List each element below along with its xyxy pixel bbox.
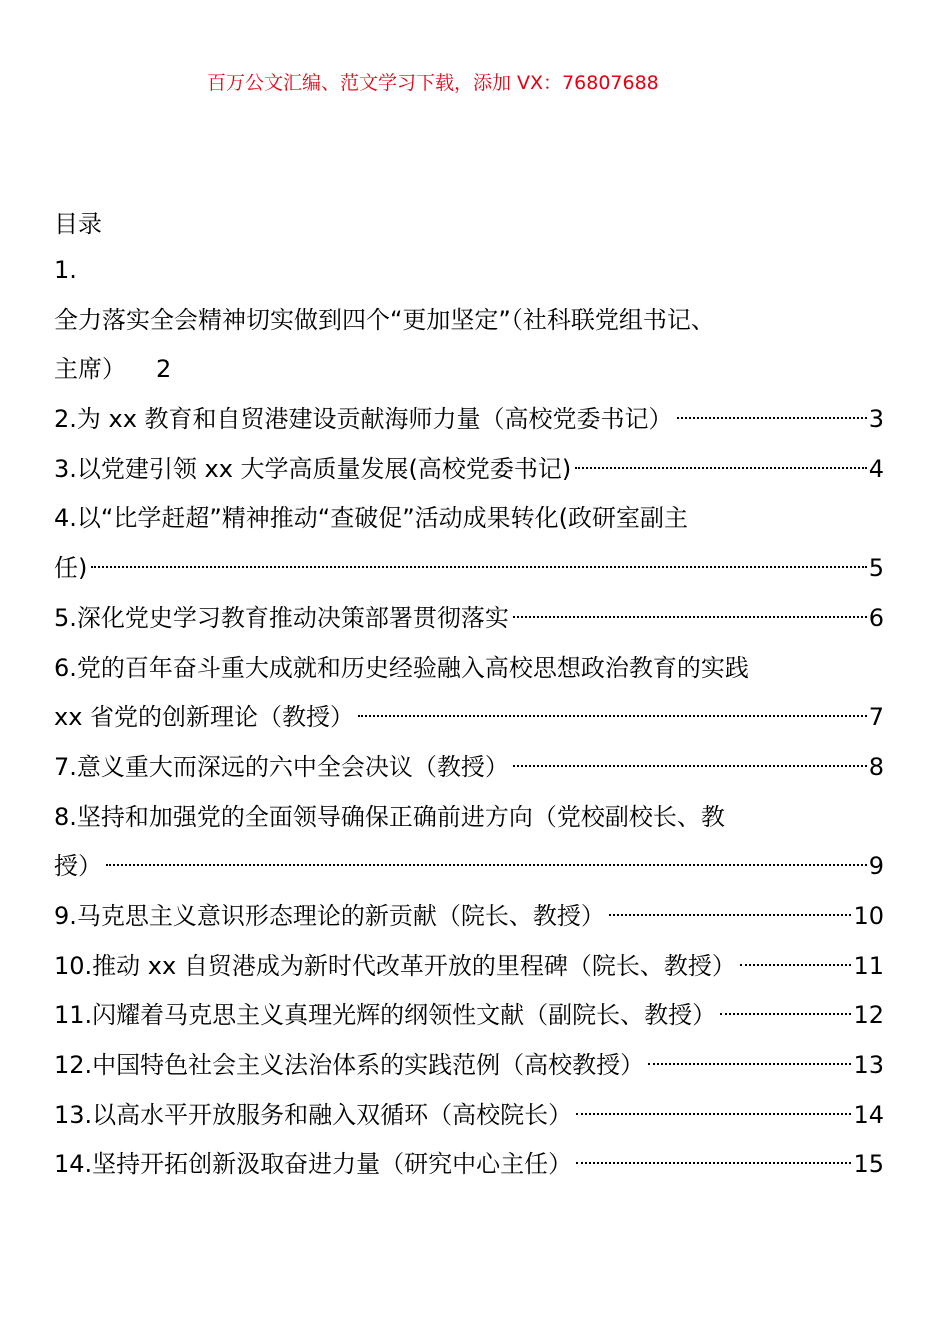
toc-page-number: 5 bbox=[868, 554, 884, 583]
dot-leader bbox=[720, 1013, 851, 1015]
toc-entry-text: 9.马克思主义意识形态理论的新贡献（院长、教授） bbox=[54, 901, 605, 930]
toc-entry-text: 任) bbox=[54, 554, 88, 583]
toc-entry-text: 主席） bbox=[54, 355, 126, 384]
dot-leader bbox=[575, 467, 866, 469]
toc-page-number: 7 bbox=[868, 703, 884, 732]
toc-page-number: 14 bbox=[853, 1100, 884, 1129]
toc-entry-text: 13.以高水平开放服务和融入双循环（高校院长） bbox=[54, 1100, 573, 1129]
dot-leader bbox=[740, 964, 852, 966]
toc-page-number: 8 bbox=[868, 752, 884, 781]
toc-page-number: 4 bbox=[868, 454, 884, 483]
toc-entry-text: 1. bbox=[54, 256, 77, 284]
toc-page-number: 2 bbox=[156, 355, 172, 384]
dot-leader bbox=[576, 1113, 851, 1115]
toc-page-number: 12 bbox=[853, 1001, 884, 1030]
toc-entry-text: 4.以“比学赶超”精神推动“查破促”活动成果转化(政研室副主 bbox=[54, 504, 688, 533]
toc-entry-text: 3.以党建引领 xx 大学高质量发展(高校党委书记) bbox=[54, 454, 572, 483]
dot-leader bbox=[91, 566, 866, 568]
toc-page-number: 13 bbox=[853, 1051, 884, 1079]
toc-entry[interactable] bbox=[54, 395, 884, 445]
toc-entry[interactable] bbox=[54, 445, 884, 495]
table-of-contents bbox=[54, 246, 884, 1190]
toc-page-number: 11 bbox=[853, 951, 884, 980]
toc-entry[interactable] bbox=[54, 1041, 884, 1091]
toc-entry[interactable] bbox=[54, 991, 884, 1041]
toc-entry-text: 14.坚持开拓创新汲取奋进力量（研究中心主任） bbox=[54, 1150, 573, 1179]
toc-entry[interactable] bbox=[54, 644, 884, 743]
toc-entry-text: 12.中国特色社会主义法治体系的实践范例（高校教授） bbox=[54, 1051, 645, 1079]
toc-page-number: 3 bbox=[868, 405, 884, 434]
toc-page-number: 15 bbox=[853, 1150, 884, 1179]
toc-page-number: 10 bbox=[853, 901, 884, 930]
toc-title: 目录 bbox=[54, 210, 102, 238]
dot-leader bbox=[677, 417, 867, 419]
toc-entry-text: 7.意义重大而深远的六中全会决议（教授） bbox=[54, 752, 509, 781]
dot-leader bbox=[609, 914, 852, 916]
toc-entry[interactable] bbox=[54, 793, 884, 892]
toc-page-number: 9 bbox=[868, 852, 884, 881]
toc-entry[interactable] bbox=[54, 942, 884, 992]
watermark-header: 百万公文汇编、范文学习下载，添加 VX：76807688 bbox=[207, 72, 659, 94]
toc-entry-text: 6.党的百年奋斗重大成就和历史经验融入高校思想政治教育的实践 bbox=[54, 653, 749, 682]
toc-entry[interactable] bbox=[54, 1091, 884, 1141]
toc-entry[interactable] bbox=[54, 892, 884, 942]
toc-entry-text: 全力落实全会精神切实做到四个“更加坚定”（社科联党组书记、 bbox=[54, 305, 715, 334]
toc-entry[interactable] bbox=[54, 246, 884, 395]
dot-leader bbox=[513, 616, 867, 618]
dot-leader bbox=[648, 1063, 851, 1065]
toc-entry-text: xx 省党的创新理论（教授） bbox=[54, 703, 355, 732]
toc-entry-text: 5.深化党史学习教育推动决策部署贯彻落实 bbox=[54, 603, 509, 632]
toc-entry-text: 8.坚持和加强党的全面领导确保正确前进方向（党校副校长、教 bbox=[54, 802, 725, 831]
dot-leader bbox=[358, 715, 867, 717]
toc-entry-text: 授） bbox=[54, 852, 102, 881]
toc-entry-text: 11.闪耀着马克思主义真理光辉的纲领性文献（副院长、教授） bbox=[54, 1001, 717, 1030]
toc-entry[interactable] bbox=[54, 594, 884, 644]
toc-page-number: 6 bbox=[868, 603, 884, 632]
dot-leader bbox=[106, 864, 867, 866]
toc-entry[interactable] bbox=[54, 1140, 884, 1190]
toc-entry[interactable] bbox=[54, 743, 884, 793]
toc-entry-text: 2.为 xx 教育和自贸港建设贡献海师力量（高校党委书记） bbox=[54, 405, 673, 434]
dot-leader bbox=[576, 1162, 851, 1164]
toc-entry[interactable] bbox=[54, 494, 884, 593]
dot-leader bbox=[513, 765, 867, 767]
toc-entry-text: 10.推动 xx 自贸港成为新时代改革开放的里程碑（院长、教授） bbox=[54, 951, 736, 980]
